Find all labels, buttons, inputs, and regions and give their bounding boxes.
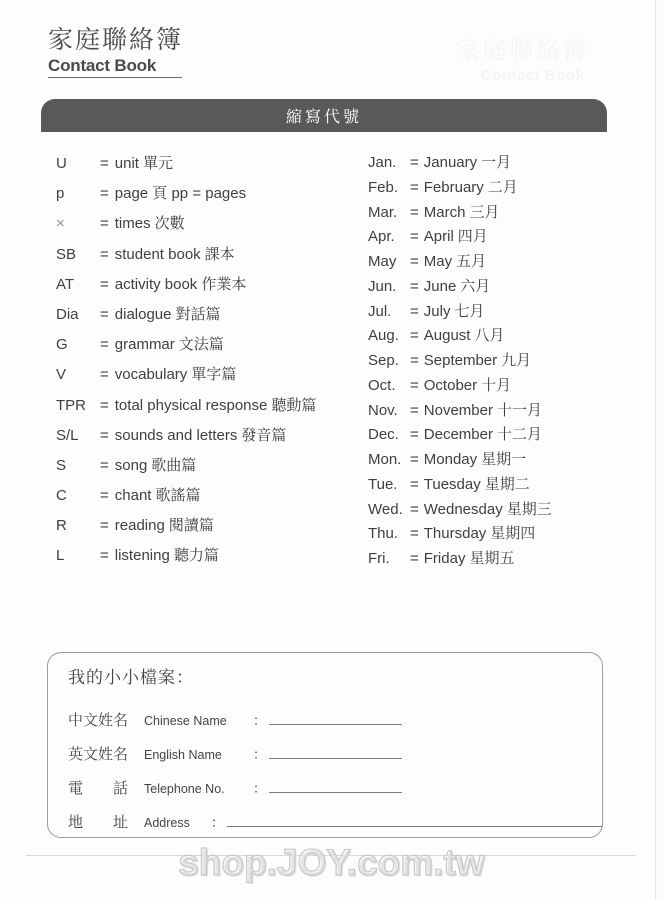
abbreviation-meaning-en: reading (114, 517, 165, 535)
abbreviation-meaning-cn: 三月 (469, 203, 500, 221)
abbreviation-row (368, 522, 552, 547)
abbreviation-key: Fri. (368, 550, 390, 567)
abbreviation-meaning-en: August (423, 327, 471, 345)
equals-sign: = (410, 253, 419, 270)
field-colon: ： (211, 815, 225, 830)
equals-sign: = (410, 277, 419, 295)
abbreviation-meaning-en: student book (114, 245, 201, 263)
abbreviation-key: May (368, 253, 397, 270)
abbreviation-key: V (56, 366, 67, 384)
equals-sign: = (410, 178, 419, 196)
abbreviation-key: L (56, 547, 65, 565)
abbreviation-key: C (56, 487, 67, 505)
abbreviation-row (368, 473, 552, 498)
page-title-cn: 家庭聯絡簿 (48, 26, 184, 54)
equals-sign: = (100, 275, 109, 293)
equals-sign: = (410, 500, 419, 518)
abbreviation-meaning-en: June (423, 277, 457, 295)
equals-sign: = (100, 366, 109, 384)
equals-sign: = (100, 487, 109, 505)
abbreviation-row (368, 349, 552, 374)
abbreviation-meaning-en: Friday (423, 550, 466, 567)
abbreviation-row (56, 394, 316, 424)
field-label-cn: 中文姓名 (68, 712, 129, 729)
equals-sign: = (100, 426, 109, 444)
abbreviation-row (368, 250, 552, 275)
field-label-cn: 地 址 (68, 814, 129, 831)
abbreviation-meaning-cn: 聽力篇 (173, 547, 219, 565)
abbreviation-meaning-en: page 頁 pp = pages (114, 185, 247, 203)
abbreviation-meaning-cn: 十二月 (496, 426, 542, 444)
abbreviation-row (56, 152, 316, 182)
my-profile-box (47, 652, 603, 838)
abbreviation-meaning-cn: 十一月 (496, 401, 542, 419)
abbreviation-meaning-cn: 對話篇 (175, 305, 221, 323)
abbreviation-row (368, 225, 552, 250)
scan-edge-line (655, 0, 656, 899)
abbreviation-meaning-en: February (423, 178, 484, 196)
abbreviation-meaning-en: March (423, 203, 466, 221)
equals-sign: = (410, 401, 419, 419)
abbreviation-meaning-cn: 星期一 (481, 451, 527, 468)
abbreviation-meaning-cn: 星期二 (484, 475, 530, 493)
abbreviation-meaning-cn: 作業本 (201, 275, 247, 293)
abbreviation-meaning-cn: 次數 (154, 215, 185, 233)
abbreviation-key: S (56, 456, 67, 474)
abbreviation-meaning-en: November (423, 401, 493, 419)
abbreviation-key: Aug. (368, 327, 399, 345)
abbreviation-meaning-cn: 歌曲篇 (151, 456, 197, 474)
equals-sign: = (100, 547, 109, 565)
section-banner-label: 縮寫代號 (285, 109, 362, 126)
abbreviation-meaning-cn: 星期五 (469, 550, 515, 567)
abbreviation-row (56, 273, 316, 303)
abbreviation-row (368, 176, 552, 201)
field-telephone (68, 777, 402, 798)
abbreviation-meaning-en: vocabulary (114, 366, 188, 384)
abbreviation-key: × (56, 215, 65, 233)
abbreviation-key: Tue. (368, 475, 398, 493)
abbreviation-row (56, 212, 316, 242)
scan-edge-margin (656, 0, 663, 899)
field-colon: ： (253, 713, 267, 728)
abbreviation-meaning-cn: 星期三 (506, 500, 552, 518)
abbreviation-row (368, 151, 552, 176)
english-name-input[interactable] (269, 747, 402, 759)
abbreviation-key: Mar. (368, 203, 398, 221)
field-label-en: Telephone No. (144, 782, 225, 796)
abbreviation-key: Dec. (368, 426, 399, 444)
abbreviation-meaning-en: sounds and letters (114, 426, 238, 444)
abbreviation-meaning-en: activity book (114, 275, 198, 293)
equals-sign: = (410, 203, 419, 221)
abbreviation-row (56, 514, 316, 544)
abbreviation-key: S/L (56, 426, 79, 444)
abbreviation-row (368, 498, 552, 523)
field-address (68, 811, 602, 832)
equals-sign: = (100, 517, 109, 535)
abbreviation-key: Oct. (368, 376, 396, 394)
abbreviation-key: Jun. (368, 277, 397, 295)
equals-sign: = (410, 327, 419, 345)
equals-sign: = (100, 245, 109, 263)
page-title-en: Contact Book (48, 56, 182, 78)
equals-sign: = (410, 228, 419, 246)
abbreviation-row (56, 303, 316, 333)
equals-sign: = (100, 305, 109, 323)
abbreviation-meaning-en: September (423, 352, 498, 369)
abbreviation-meaning-en: unit (114, 155, 139, 172)
field-label-en: Address (144, 816, 190, 830)
abbreviation-key: Nov. (368, 401, 398, 419)
abbreviation-row (56, 363, 316, 393)
equals-sign: = (100, 456, 109, 474)
abbreviation-meaning-cn: 閱讀篇 (168, 517, 214, 535)
abbreviation-key: Mon. (368, 451, 402, 468)
equals-sign: = (410, 352, 419, 369)
abbreviation-row (56, 243, 316, 273)
abbreviation-meaning-cn: 發音篇 (241, 426, 287, 444)
abbreviation-meaning-en: Thursday (423, 525, 487, 543)
equals-sign: = (100, 336, 109, 354)
abbreviation-meaning-cn: 一月 (481, 154, 512, 171)
abbreviation-key: U (56, 155, 67, 172)
equals-sign: = (100, 215, 109, 233)
abbreviation-key: Jul. (368, 302, 392, 320)
abbreviation-meaning-cn: 星期四 (490, 525, 536, 543)
abbreviation-row (368, 374, 552, 399)
abbreviation-row (368, 448, 552, 473)
abbreviation-key: p (56, 185, 65, 203)
abbreviation-key: AT (56, 275, 75, 293)
chinese-name-input[interactable] (269, 713, 402, 725)
abbreviation-key: G (56, 336, 68, 354)
equals-sign: = (410, 475, 419, 493)
equals-sign: = (410, 302, 419, 320)
abbreviation-row (368, 201, 552, 226)
abbreviation-meaning-en: chant (114, 487, 152, 505)
abbreviation-meaning-en: total physical response (114, 396, 268, 414)
abbreviation-row (368, 547, 552, 572)
abbreviation-meaning-cn: 二月 (487, 178, 518, 196)
abbreviation-meaning-en: grammar (114, 336, 175, 354)
field-label-cn: 英文姓名 (68, 746, 129, 763)
abbreviation-row (56, 182, 316, 212)
abbreviation-key: Apr. (368, 228, 395, 246)
abbreviation-meaning-cn: 單字篇 (191, 366, 237, 384)
site-watermark: shop.JOY.com.tw (178, 842, 485, 883)
field-chinese-name (68, 709, 402, 730)
abbreviation-meaning-en: May (423, 253, 453, 270)
ghost-title-cn: 家庭聯絡簿 (455, 37, 590, 64)
equals-sign: = (410, 550, 419, 567)
abbreviation-key: Thu. (368, 525, 399, 543)
abbreviation-key: SB (56, 245, 77, 263)
page-title (48, 26, 183, 78)
abbreviation-meaning-cn: 文法篇 (178, 336, 224, 354)
abbreviation-row (56, 454, 316, 484)
abbreviation-meaning-cn: 單元 (142, 155, 173, 172)
abbreviation-key: Jan. (368, 154, 397, 171)
profile-heading: 我的小小檔案： (68, 668, 194, 687)
field-label-en: English Name (144, 748, 222, 762)
abbreviation-row (56, 484, 316, 514)
abbreviation-meaning-cn: 十月 (481, 376, 512, 394)
equals-sign: = (100, 396, 109, 414)
abbreviation-row (56, 424, 316, 454)
abbreviation-meaning-cn: 課本 (204, 245, 235, 263)
section-banner (41, 99, 607, 132)
abbreviation-meaning-cn: 歌謠篇 (155, 487, 201, 505)
abbreviation-meaning-en: July (423, 302, 451, 320)
abbreviation-row (368, 300, 552, 325)
abbreviation-meaning-cn: 七月 (454, 302, 485, 320)
abbreviation-meaning-cn: 四月 (457, 228, 488, 246)
abbreviation-key: Feb. (368, 178, 399, 196)
ghost-title-en: Contact Book (481, 67, 585, 84)
abbreviation-meaning-en: January (423, 154, 478, 171)
abbreviation-key: TPR (56, 396, 86, 414)
abbreviation-meaning-en: times (114, 215, 151, 233)
abbreviation-meaning-en: listening (114, 547, 170, 565)
abbreviation-row (368, 423, 552, 448)
abbreviation-list-left (56, 152, 316, 575)
abbreviation-row (368, 399, 552, 424)
field-colon: ： (253, 781, 267, 796)
equals-sign: = (410, 154, 419, 171)
abbreviation-meaning-cn: 六月 (460, 277, 491, 295)
equals-sign: = (410, 525, 419, 543)
abbreviation-meaning-cn: 八月 (474, 327, 505, 345)
abbreviation-meaning-en: October (423, 376, 478, 394)
abbreviation-meaning-en: song (114, 456, 148, 474)
field-colon: ： (253, 747, 267, 762)
abbreviation-row (56, 333, 316, 363)
abbreviation-meaning-cn: 五月 (456, 253, 487, 270)
abbreviation-meaning-en: Tuesday (423, 475, 481, 493)
abbreviation-meaning-en: December (423, 426, 493, 444)
abbreviation-key: Sep. (368, 352, 399, 369)
address-input[interactable] (227, 815, 602, 827)
abbreviation-key: Dia (56, 305, 79, 323)
field-label-en: Chinese Name (144, 714, 227, 728)
equals-sign: = (410, 451, 419, 468)
abbreviation-row (368, 324, 552, 349)
equals-sign: = (410, 376, 419, 394)
equals-sign: = (100, 185, 109, 203)
equals-sign: = (100, 155, 109, 172)
field-english-name (68, 743, 402, 764)
abbreviation-meaning-cn: 聽動篇 (271, 396, 317, 414)
ghost-watermark-title (455, 30, 590, 84)
field-label-cn: 電 話 (68, 780, 129, 797)
abbreviation-meaning-en: Wednesday (423, 500, 503, 518)
abbreviation-meaning-en: Monday (423, 451, 478, 468)
abbreviation-row (56, 544, 316, 574)
equals-sign: = (410, 426, 419, 444)
abbreviation-key: Wed. (368, 500, 403, 518)
abbreviation-meaning-cn: 九月 (501, 352, 532, 369)
abbreviation-meaning-en: April (423, 228, 454, 246)
abbreviation-row (368, 275, 552, 300)
abbreviation-meaning-en: dialogue (114, 305, 172, 323)
abbreviation-key: R (56, 517, 67, 535)
telephone-input[interactable] (269, 781, 402, 793)
abbreviation-list-right (368, 151, 552, 572)
